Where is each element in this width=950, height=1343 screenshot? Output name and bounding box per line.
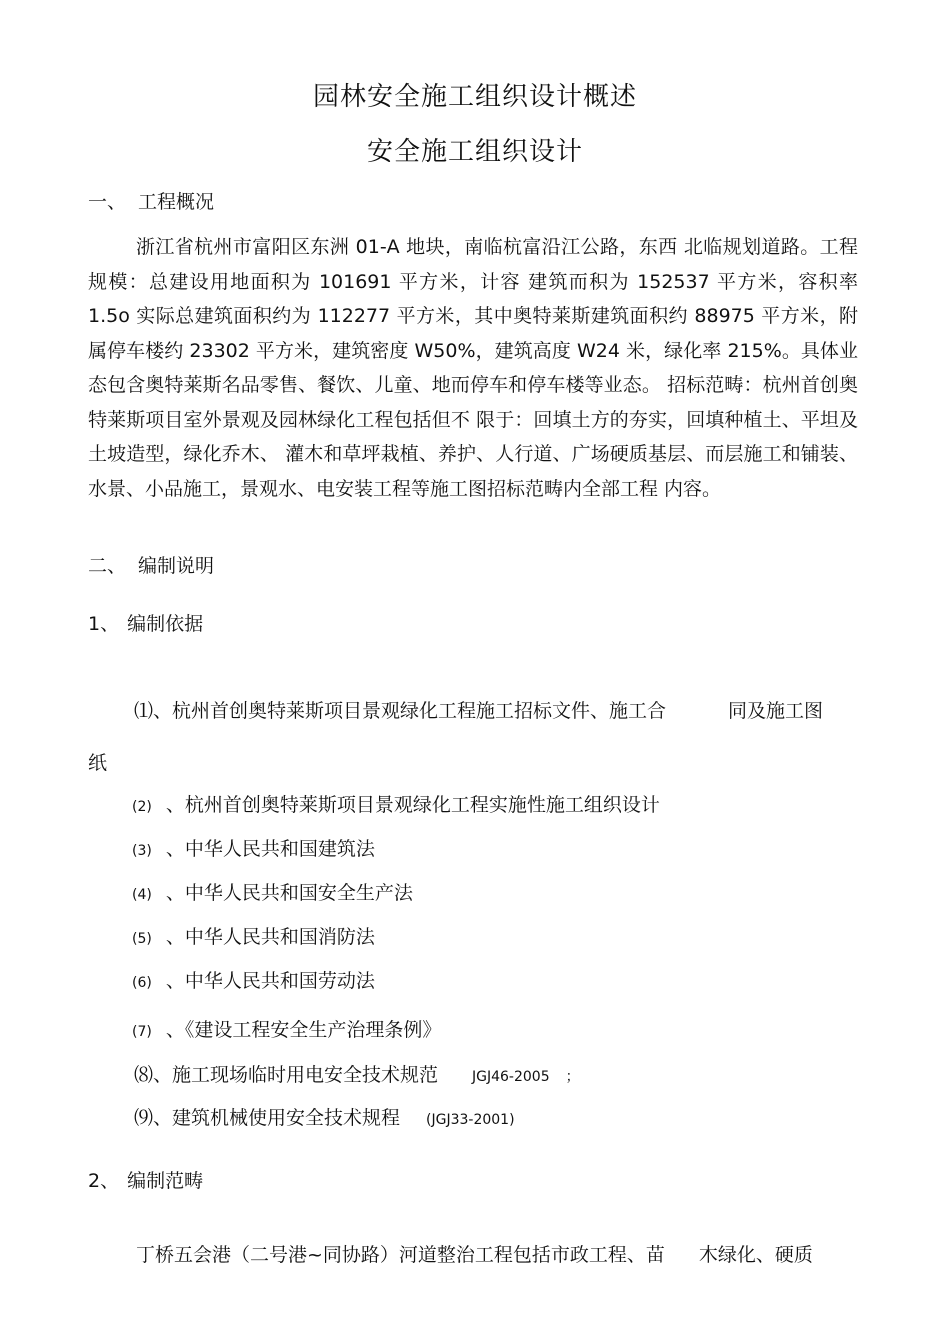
section-2-number: 二、 bbox=[88, 555, 127, 577]
basis-item-5-text: 、中华人民共和国消防法 bbox=[165, 926, 375, 948]
subsection-1-title: 编制依据 bbox=[127, 613, 204, 635]
section-1-paragraph: 浙江省杭州市富阳区东洲 01-A 地块，南临杭富沿江公路，东西 北临规划道路。工程规模：总建设用地面积为 101691 平方米，计容 建筑而积为 152537 平方米，容积率 1.5o 实际总建筑面积约为 112277 平方米，其中奥特莱斯建筑面积约 88975 平方米，附属停车楼约 23302 平方米，建筑密度 W50%，建筑高度 W24 米，绿化率 215%。具体业 态包含奥特莱斯名品零售、餐饮、儿童、地而停车和停车楼等业态。 招标范畴：杭州首创奥特莱斯项目室外景观及园林绿化工程包括但不 限于：回填土方的夯实，回填种植土、平坦及土坡造型，绿化乔木、 灌木和草坪栽植、养护、人行道、广场硬质基层、而层施工和铺装、 水景、小品施工，景观水、电安装工程等施工图招标范畴内全部工程 内容。 bbox=[88, 236, 858, 500]
basis-item-9-code: (JGJ33-2001) bbox=[426, 1112, 515, 1128]
basis-item-2 bbox=[132, 793, 660, 819]
basis-item-4 bbox=[132, 881, 413, 907]
basis-item-1-text: ⑴、杭州首创奥特莱斯项目景观绿化工程施工招标文件、施工合 bbox=[134, 700, 667, 722]
basis-item-2-number: (2) bbox=[132, 799, 152, 815]
basis-item-9 bbox=[134, 1106, 515, 1132]
scope-paragraph-text-cont: 木绿化、硬质 bbox=[698, 1244, 813, 1266]
basis-item-8 bbox=[134, 1063, 580, 1089]
document-subtitle: 安全施工组织设计 bbox=[366, 137, 583, 167]
basis-item-8-text: ⑻、施工现场临时用电安全技术规范 bbox=[134, 1064, 439, 1086]
basis-item-7-number: (7) bbox=[132, 1024, 152, 1040]
basis-item-4-text: 、中华人民共和国安全生产法 bbox=[165, 882, 413, 904]
section-1-title: 工程概况 bbox=[138, 191, 215, 213]
subsection-1-heading bbox=[88, 612, 203, 636]
subsection-1-number: 1、 bbox=[88, 613, 120, 635]
basis-item-5-number: (5) bbox=[132, 931, 152, 947]
basis-item-7-text: 、《建设工程安全生产治理条例》 bbox=[165, 1019, 442, 1041]
basis-item-2-text: 、杭州首创奥特莱斯项目景观绿化工程实施性施工组织设计 bbox=[165, 794, 660, 816]
basis-item-6 bbox=[132, 969, 375, 995]
section-2-heading bbox=[88, 554, 214, 578]
subsection-2-number: 2、 bbox=[88, 1170, 120, 1192]
basis-item-8-code: JGJ46-2005 bbox=[472, 1069, 550, 1085]
scope-paragraph-line bbox=[136, 1243, 813, 1267]
basis-item-3-number: (3) bbox=[132, 843, 152, 859]
basis-item-7 bbox=[132, 1018, 441, 1044]
section-1-number: 一、 bbox=[88, 191, 127, 213]
basis-item-1-wrap: 纸 bbox=[88, 752, 108, 774]
basis-item-9-text: ⑼、建筑机械使用安全技术规程 bbox=[134, 1107, 401, 1129]
basis-item-3-text: 、中华人民共和国建筑法 bbox=[165, 838, 375, 860]
basis-item-1 bbox=[134, 699, 823, 723]
basis-item-5 bbox=[132, 925, 375, 951]
subsection-2-heading bbox=[88, 1169, 203, 1193]
basis-item-4-number: (4) bbox=[132, 887, 152, 903]
document-title: 园林安全施工组织设计概述 bbox=[312, 82, 637, 112]
scope-paragraph-text: 丁桥五会港（二号港~同协路）河道整治工程包括市政工程、苗 bbox=[136, 1244, 665, 1266]
section-1-heading bbox=[88, 190, 214, 214]
basis-item-6-number: (6) bbox=[132, 975, 152, 991]
basis-item-8-end: ； bbox=[565, 1069, 580, 1085]
basis-item-3 bbox=[132, 837, 375, 863]
section-2-title: 编制说明 bbox=[138, 555, 215, 577]
subsection-2-title: 编制范畴 bbox=[127, 1170, 204, 1192]
basis-item-6-text: 、中华人民共和国劳动法 bbox=[165, 970, 375, 992]
basis-item-1-text-cont: 同及施工图 bbox=[728, 700, 824, 722]
